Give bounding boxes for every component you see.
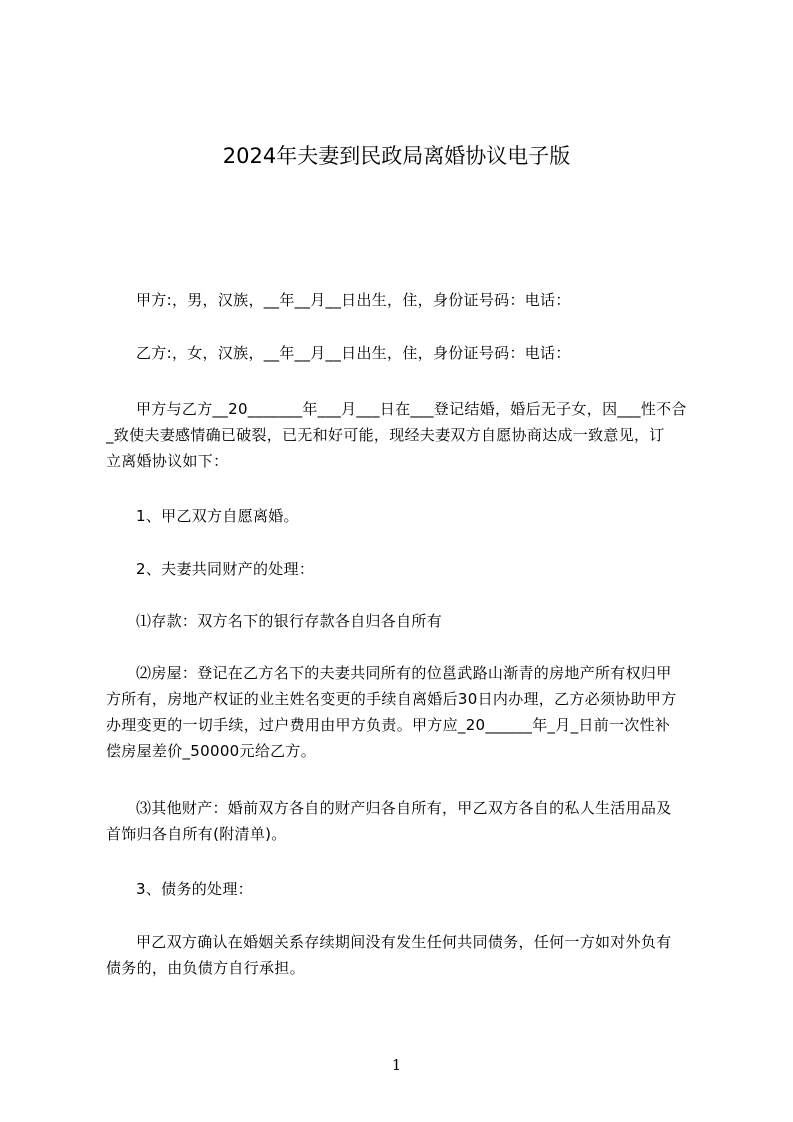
party-b-line: 乙方:，女，汉族，__年__月__日出生，住，身份证号码：电话： [136, 344, 571, 362]
item-other-line: ⑶其他财产：婚前双方各自的财产归各自所有，甲乙双方各自的私人生活用品及 [136, 799, 672, 817]
party-a-info [106, 287, 696, 313]
intro-line: 立离婚协议如下： [106, 452, 229, 470]
item-house-line: 偿房屋差价_50000元给乙方。 [106, 742, 317, 760]
document-title: 2024年夫妻到民政局离婚协议电子版 [222, 144, 571, 168]
clause-3-line: 3、债务的处理： [136, 880, 253, 898]
item-house [106, 660, 696, 764]
item-house-line: 方所有，房地产权证的业主姓名变更的手续自离婚后30日内办理，乙方必须协助甲方 [106, 690, 677, 708]
clause-1 [106, 503, 696, 529]
intro-paragraph [106, 396, 696, 474]
item-other-line: 首饰归各自所有(附清单)。 [106, 825, 287, 843]
intro-line: 甲方与乙方__20_______年___月___日在___登记结婚，婚后无子女，因___性不合 [136, 400, 687, 418]
clause-3 [106, 876, 696, 902]
party-b-info [106, 340, 696, 366]
party-a-line: 甲方:，男，汉族，__年__月__日出生，住，身份证号码：电话： [136, 291, 571, 309]
debt-line: 甲乙双方确认在婚姻关系存续期间没有发生任何共同债务，任何一方如对外负有 [136, 933, 672, 951]
page-number: 1 [391, 1056, 402, 1074]
item-house-line: 办理变更的一切手续，过户费用由甲方负责。甲方应_20______年_月_日前一次性补 [106, 716, 671, 734]
item-savings-line: ⑴存款：双方名下的银行存款各自归各自所有 [136, 612, 443, 630]
item-savings [106, 608, 696, 634]
debt-paragraph [106, 929, 696, 981]
item-house-line: ⑵房屋：登记在乙方名下的夫妻共同所有的位邕武路山渐青的房地产所有权归甲 [136, 664, 672, 682]
clause-2-line: 2、夫妻共同财产的处理： [136, 560, 315, 578]
debt-line: 债务的，由负债方自行承担。 [106, 959, 305, 977]
item-other-property [106, 795, 696, 847]
clause-1-line: 1、甲乙双方自愿离婚。 [136, 507, 299, 525]
clause-2 [106, 556, 696, 582]
intro-line: _致使夫妻感情确已破裂，已无和好可能，现经夫妻双方自愿协商达成一致意见，订 [106, 426, 665, 444]
